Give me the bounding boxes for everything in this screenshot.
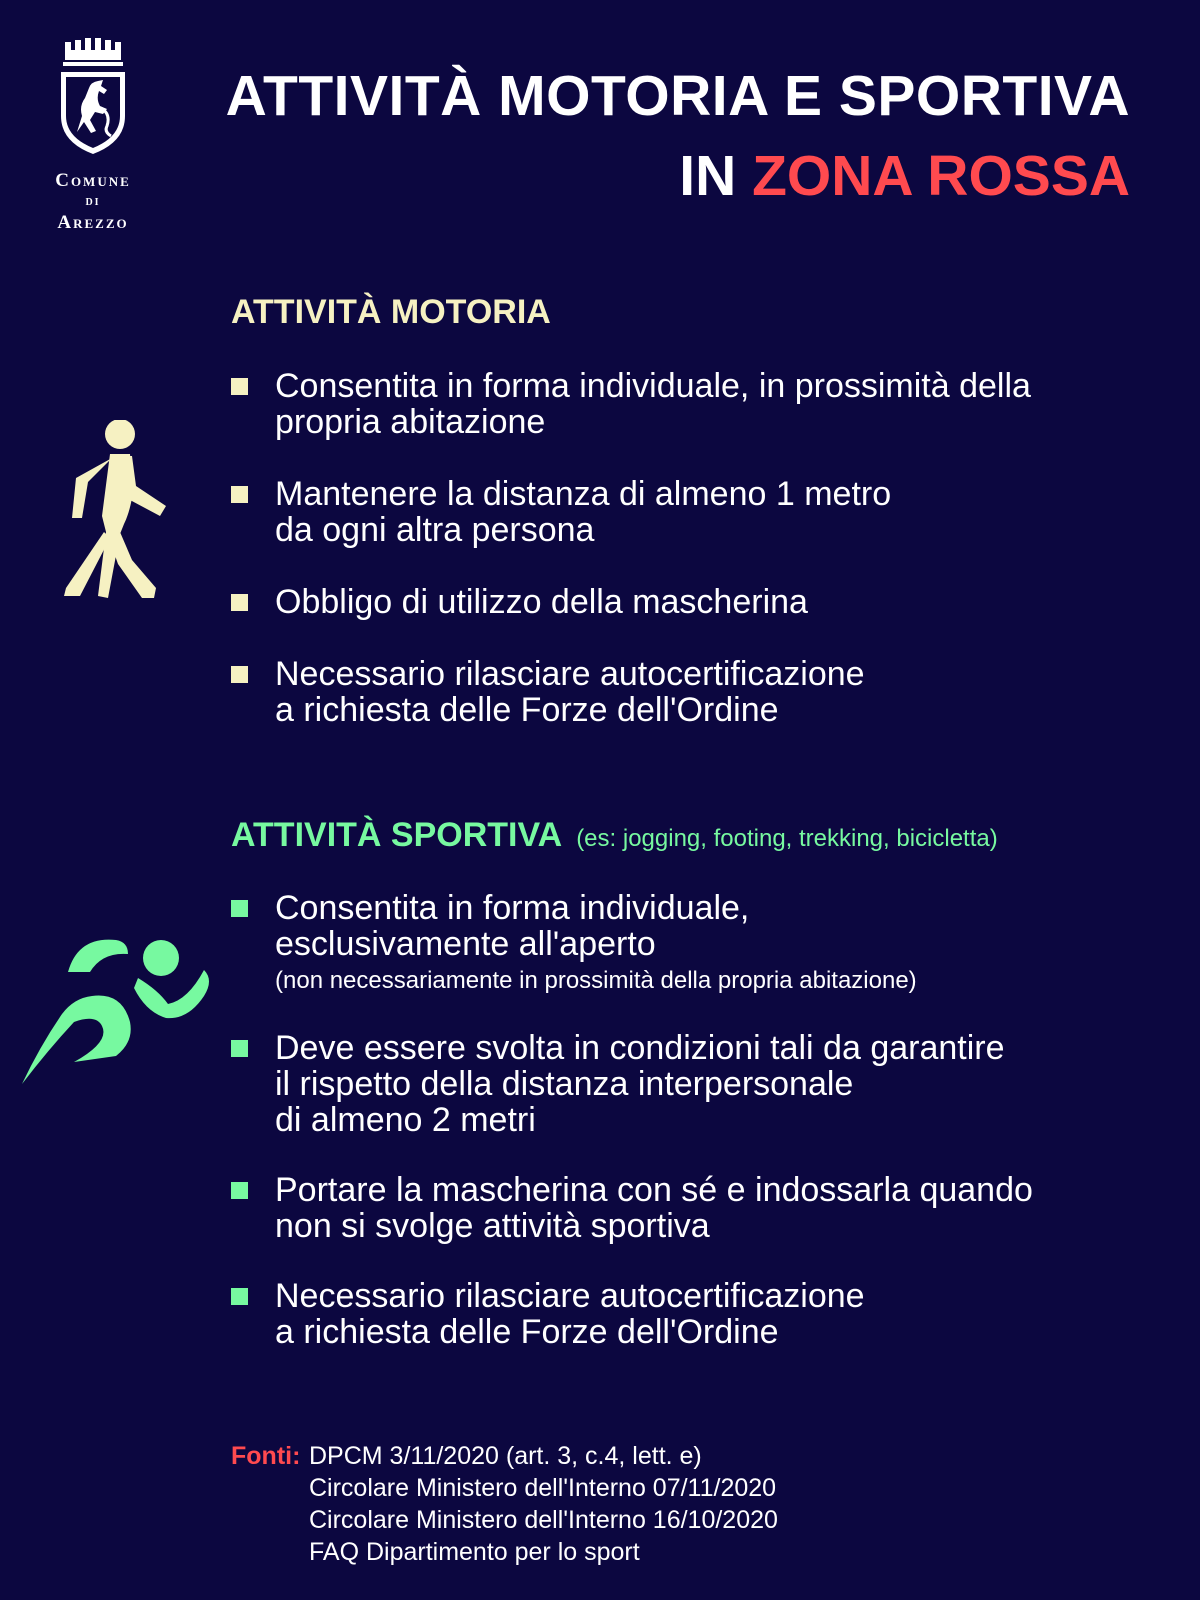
list-item-line: esclusivamente all'aperto <box>275 925 656 963</box>
sources-list <box>309 1440 778 1568</box>
title-prefix: IN <box>679 144 737 208</box>
motoria-list <box>231 368 1031 728</box>
list-item-line: Portare la mascherina con sé e indossarla quando <box>275 1171 1033 1209</box>
list-item-line: non si svolge attività sportiva <box>275 1207 710 1245</box>
list-item-subnote: (non necessariamente in prossimità della propria abitazione) <box>275 967 917 994</box>
sportiva-heading <box>231 816 998 855</box>
source-item: Circolare Ministero dell'Interno 07/11/2020 <box>309 1474 777 1502</box>
list-item-line: a richiesta delle Forze dell'Ordine <box>275 691 779 729</box>
walking-person-icon <box>58 420 173 602</box>
list-item <box>231 656 1031 728</box>
list-item <box>231 1172 1033 1244</box>
comune-arezzo-logo <box>28 36 158 233</box>
square-bullet-icon <box>231 378 248 395</box>
list-item-line: Necessario rilasciare autocertificazione <box>275 1277 865 1315</box>
running-person-icon <box>18 930 218 1106</box>
list-item-line: il rispetto della distanza interpersonale <box>275 1065 854 1103</box>
square-bullet-icon <box>231 666 248 683</box>
list-item-line: Consentita in forma individuale, <box>275 889 750 927</box>
sportiva-note: (es: jogging, footing, trekking, bicicletta) <box>576 825 998 852</box>
list-item <box>231 584 1031 620</box>
source-item: FAQ Dipartimento per lo sport <box>309 1538 640 1566</box>
list-item-line: Obbligo di utilizzo della mascherina <box>275 583 808 621</box>
square-bullet-icon <box>231 1040 248 1057</box>
source-item: Circolare Ministero dell'Interno 16/10/2020 <box>309 1506 778 1534</box>
list-item-line: a richiesta delle Forze dell'Ordine <box>275 1313 779 1351</box>
list-item <box>231 1030 1033 1138</box>
list-item <box>231 1278 1033 1350</box>
list-item-line: propria abitazione <box>275 403 546 441</box>
logo-line-1: Comune <box>55 170 131 191</box>
list-item <box>231 476 1031 548</box>
list-item-line: Consentita in forma individuale, in prossimità della <box>275 367 1031 405</box>
sources-label: Fonti: <box>231 1442 301 1470</box>
sources-block <box>231 1440 778 1566</box>
title-line-1: ATTIVITÀ MOTORIA E SPORTIVA <box>225 64 1130 128</box>
coat-of-arms-icon <box>55 36 131 156</box>
title-highlight: ZONA ROSSA <box>752 144 1130 208</box>
title-line-2 <box>226 142 1130 210</box>
square-bullet-icon <box>231 1288 248 1305</box>
list-item-line: da ogni altra persona <box>275 511 595 549</box>
source-item: DPCM 3/11/2020 (art. 3, c.4, lett. e) <box>309 1442 702 1470</box>
square-bullet-icon <box>231 1182 248 1199</box>
list-item-line: Deve essere svolta in condizioni tali da garantire <box>275 1029 1005 1067</box>
list-item <box>231 890 1033 998</box>
motoria-heading: ATTIVITÀ MOTORIA <box>231 293 551 331</box>
sportiva-heading-text: ATTIVITÀ SPORTIVA <box>231 816 563 854</box>
logo-line-3: Arezzo <box>57 212 129 233</box>
list-item-line: di almeno 2 metri <box>275 1101 536 1139</box>
page-title <box>226 62 1130 210</box>
list-item-line: Mantenere la distanza di almeno 1 metro <box>275 475 892 513</box>
logo-line-2: di <box>85 194 101 209</box>
square-bullet-icon <box>231 486 248 503</box>
list-item <box>231 368 1031 440</box>
sportiva-list <box>231 890 1033 1350</box>
square-bullet-icon <box>231 900 248 917</box>
square-bullet-icon <box>231 594 248 611</box>
list-item-line: Necessario rilasciare autocertificazione <box>275 655 865 693</box>
